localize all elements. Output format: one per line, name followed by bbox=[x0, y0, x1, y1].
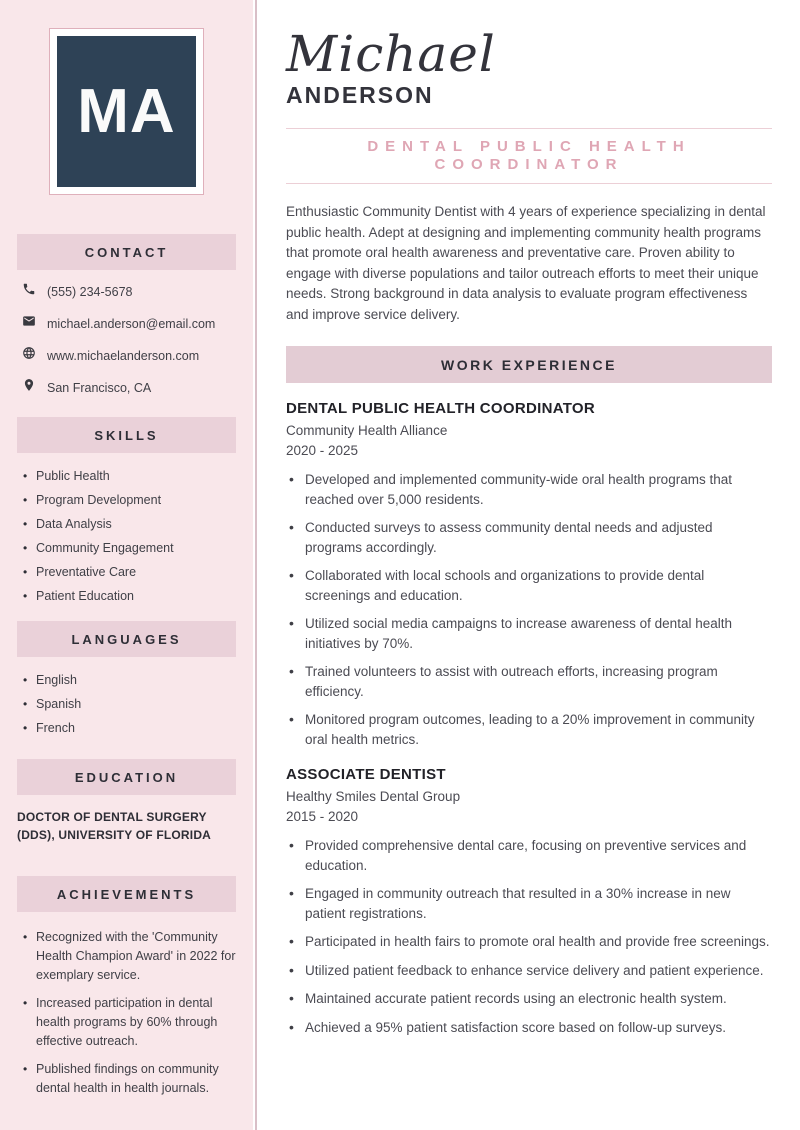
languages-section-title: LANGUAGES bbox=[71, 631, 182, 647]
location-icon bbox=[22, 378, 36, 397]
job-2-company: Healthy Smiles Dental Group bbox=[286, 789, 461, 804]
list-item: • Utilized patient feedback to enhance service delivery and patient experience. bbox=[286, 961, 772, 981]
main-content bbox=[286, 0, 772, 1046]
skills-section-title: SKILLS bbox=[94, 427, 159, 443]
email-icon bbox=[22, 314, 36, 333]
location-text: San Francisco, CA bbox=[47, 380, 152, 395]
list-item: • Increased participation in dental health programs by 60% through effective outreach. bbox=[22, 994, 236, 1051]
contact-row-email bbox=[22, 314, 236, 333]
email-address: michael.anderson@email.com bbox=[47, 316, 216, 331]
job-entry-2 bbox=[286, 766, 772, 1037]
list-item: • Program Development bbox=[22, 493, 236, 508]
list-item: • Achieved a 95% patient satisfaction score based on follow-up surveys. bbox=[286, 1018, 772, 1038]
languages-section-header bbox=[17, 621, 236, 657]
sidebar-divider bbox=[255, 0, 257, 1130]
education-section-title: EDUCATION bbox=[74, 769, 179, 785]
contact-row-phone bbox=[22, 282, 236, 301]
website-url: www.michaelanderson.com bbox=[47, 348, 200, 363]
education-section-header bbox=[17, 759, 236, 795]
list-item: • Public Health bbox=[22, 469, 236, 484]
list-item: • Preventative Care bbox=[22, 565, 236, 580]
phone-icon bbox=[22, 282, 36, 301]
phone-number: (555) 234-5678 bbox=[47, 284, 133, 299]
page-title: DENTAL PUBLIC HEALTH COORDINATOR bbox=[367, 138, 691, 173]
contact-section-title: CONTACT bbox=[84, 244, 169, 260]
job-2-dates: 2015 - 2020 bbox=[286, 809, 359, 824]
list-item: • Engaged in community outreach that resulted in a 30% increase in new patient registrations. bbox=[286, 884, 772, 923]
list-item: • Participated in health fairs to promote oral health and provide free screenings. bbox=[286, 932, 772, 952]
contact-list bbox=[17, 282, 236, 397]
list-item: • Data Analysis bbox=[22, 517, 236, 532]
list-item: • French bbox=[22, 721, 236, 736]
list-item: • Maintained accurate patient records using an electronic health system. bbox=[286, 989, 772, 1009]
skills-list bbox=[22, 469, 236, 604]
list-item: • Community Engagement bbox=[22, 541, 236, 556]
job-1-title: DENTAL PUBLIC HEALTH COORDINATOR bbox=[286, 400, 596, 417]
contact-section-header bbox=[17, 234, 236, 270]
list-item: • English bbox=[22, 673, 236, 688]
contact-row-website bbox=[22, 346, 236, 365]
monogram-initials: MA bbox=[77, 77, 176, 146]
monogram-frame bbox=[49, 28, 204, 195]
list-item: • Trained volunteers to assist with outreach efforts, increasing program efficiency. bbox=[286, 662, 772, 701]
job-2-bullet-list bbox=[286, 836, 772, 1037]
list-item: • Spanish bbox=[22, 697, 236, 712]
first-name: Michael bbox=[286, 25, 496, 83]
list-item: • Monitored program outcomes, leading to a 20% improvement in community oral health metrics. bbox=[286, 710, 772, 749]
job-1-company: Community Health Alliance bbox=[286, 423, 448, 438]
list-item: • Provided comprehensive dental care, focusing on preventive services and education. bbox=[286, 836, 772, 875]
skills-section-header bbox=[17, 417, 236, 453]
achievements-section-header bbox=[17, 876, 236, 912]
job-1-bullet-list bbox=[286, 470, 772, 749]
sidebar bbox=[0, 0, 253, 1130]
job-2-title: ASSOCIATE DENTIST bbox=[286, 766, 446, 783]
job-entry-1 bbox=[286, 400, 772, 749]
achievements-list bbox=[22, 928, 236, 1098]
list-item: • Patient Education bbox=[22, 589, 236, 604]
contact-row-location bbox=[22, 378, 236, 397]
education-degree: DOCTOR OF DENTAL SURGERY (DDS), UNIVERSITY OF FLORIDA bbox=[17, 810, 212, 842]
job-title-block bbox=[286, 128, 772, 184]
list-item: • Developed and implemented community-wide oral health programs that reached over 5,000 residents. bbox=[286, 470, 772, 509]
list-item: • Recognized with the 'Community Health Champion Award' in 2022 for exemplary service. bbox=[22, 928, 236, 985]
last-name: ANDERSON bbox=[286, 82, 434, 108]
list-item: • Published findings on community dental health in health journals. bbox=[22, 1060, 236, 1098]
list-item: • Utilized social media campaigns to increase awareness of dental health initiatives by 70%. bbox=[286, 614, 772, 653]
monogram-box bbox=[57, 36, 196, 187]
languages-list bbox=[22, 673, 236, 736]
list-item: • Conducted surveys to assess community dental needs and adjusted programs accordingly. bbox=[286, 518, 772, 557]
globe-icon bbox=[22, 346, 36, 365]
job-1-dates: 2020 - 2025 bbox=[286, 443, 359, 458]
summary-paragraph: Enthusiastic Community Dentist with 4 years of experience specializing in dental public health. Adept at designing and implementing community health programs that promote oral health awareness and preventative care. Proven ability to engage with diverse populations and tailor outreach efforts to meet their unique needs. Strong background in data analysis to evaluate program effectiveness and improve service delivery. bbox=[286, 204, 766, 322]
work-experience-title: WORK EXPERIENCE bbox=[441, 356, 617, 373]
achievements-section-title: ACHIEVEMENTS bbox=[56, 886, 197, 902]
work-experience-section-header bbox=[286, 346, 772, 383]
list-item: • Collaborated with local schools and organizations to provide dental screenings and education. bbox=[286, 566, 772, 605]
